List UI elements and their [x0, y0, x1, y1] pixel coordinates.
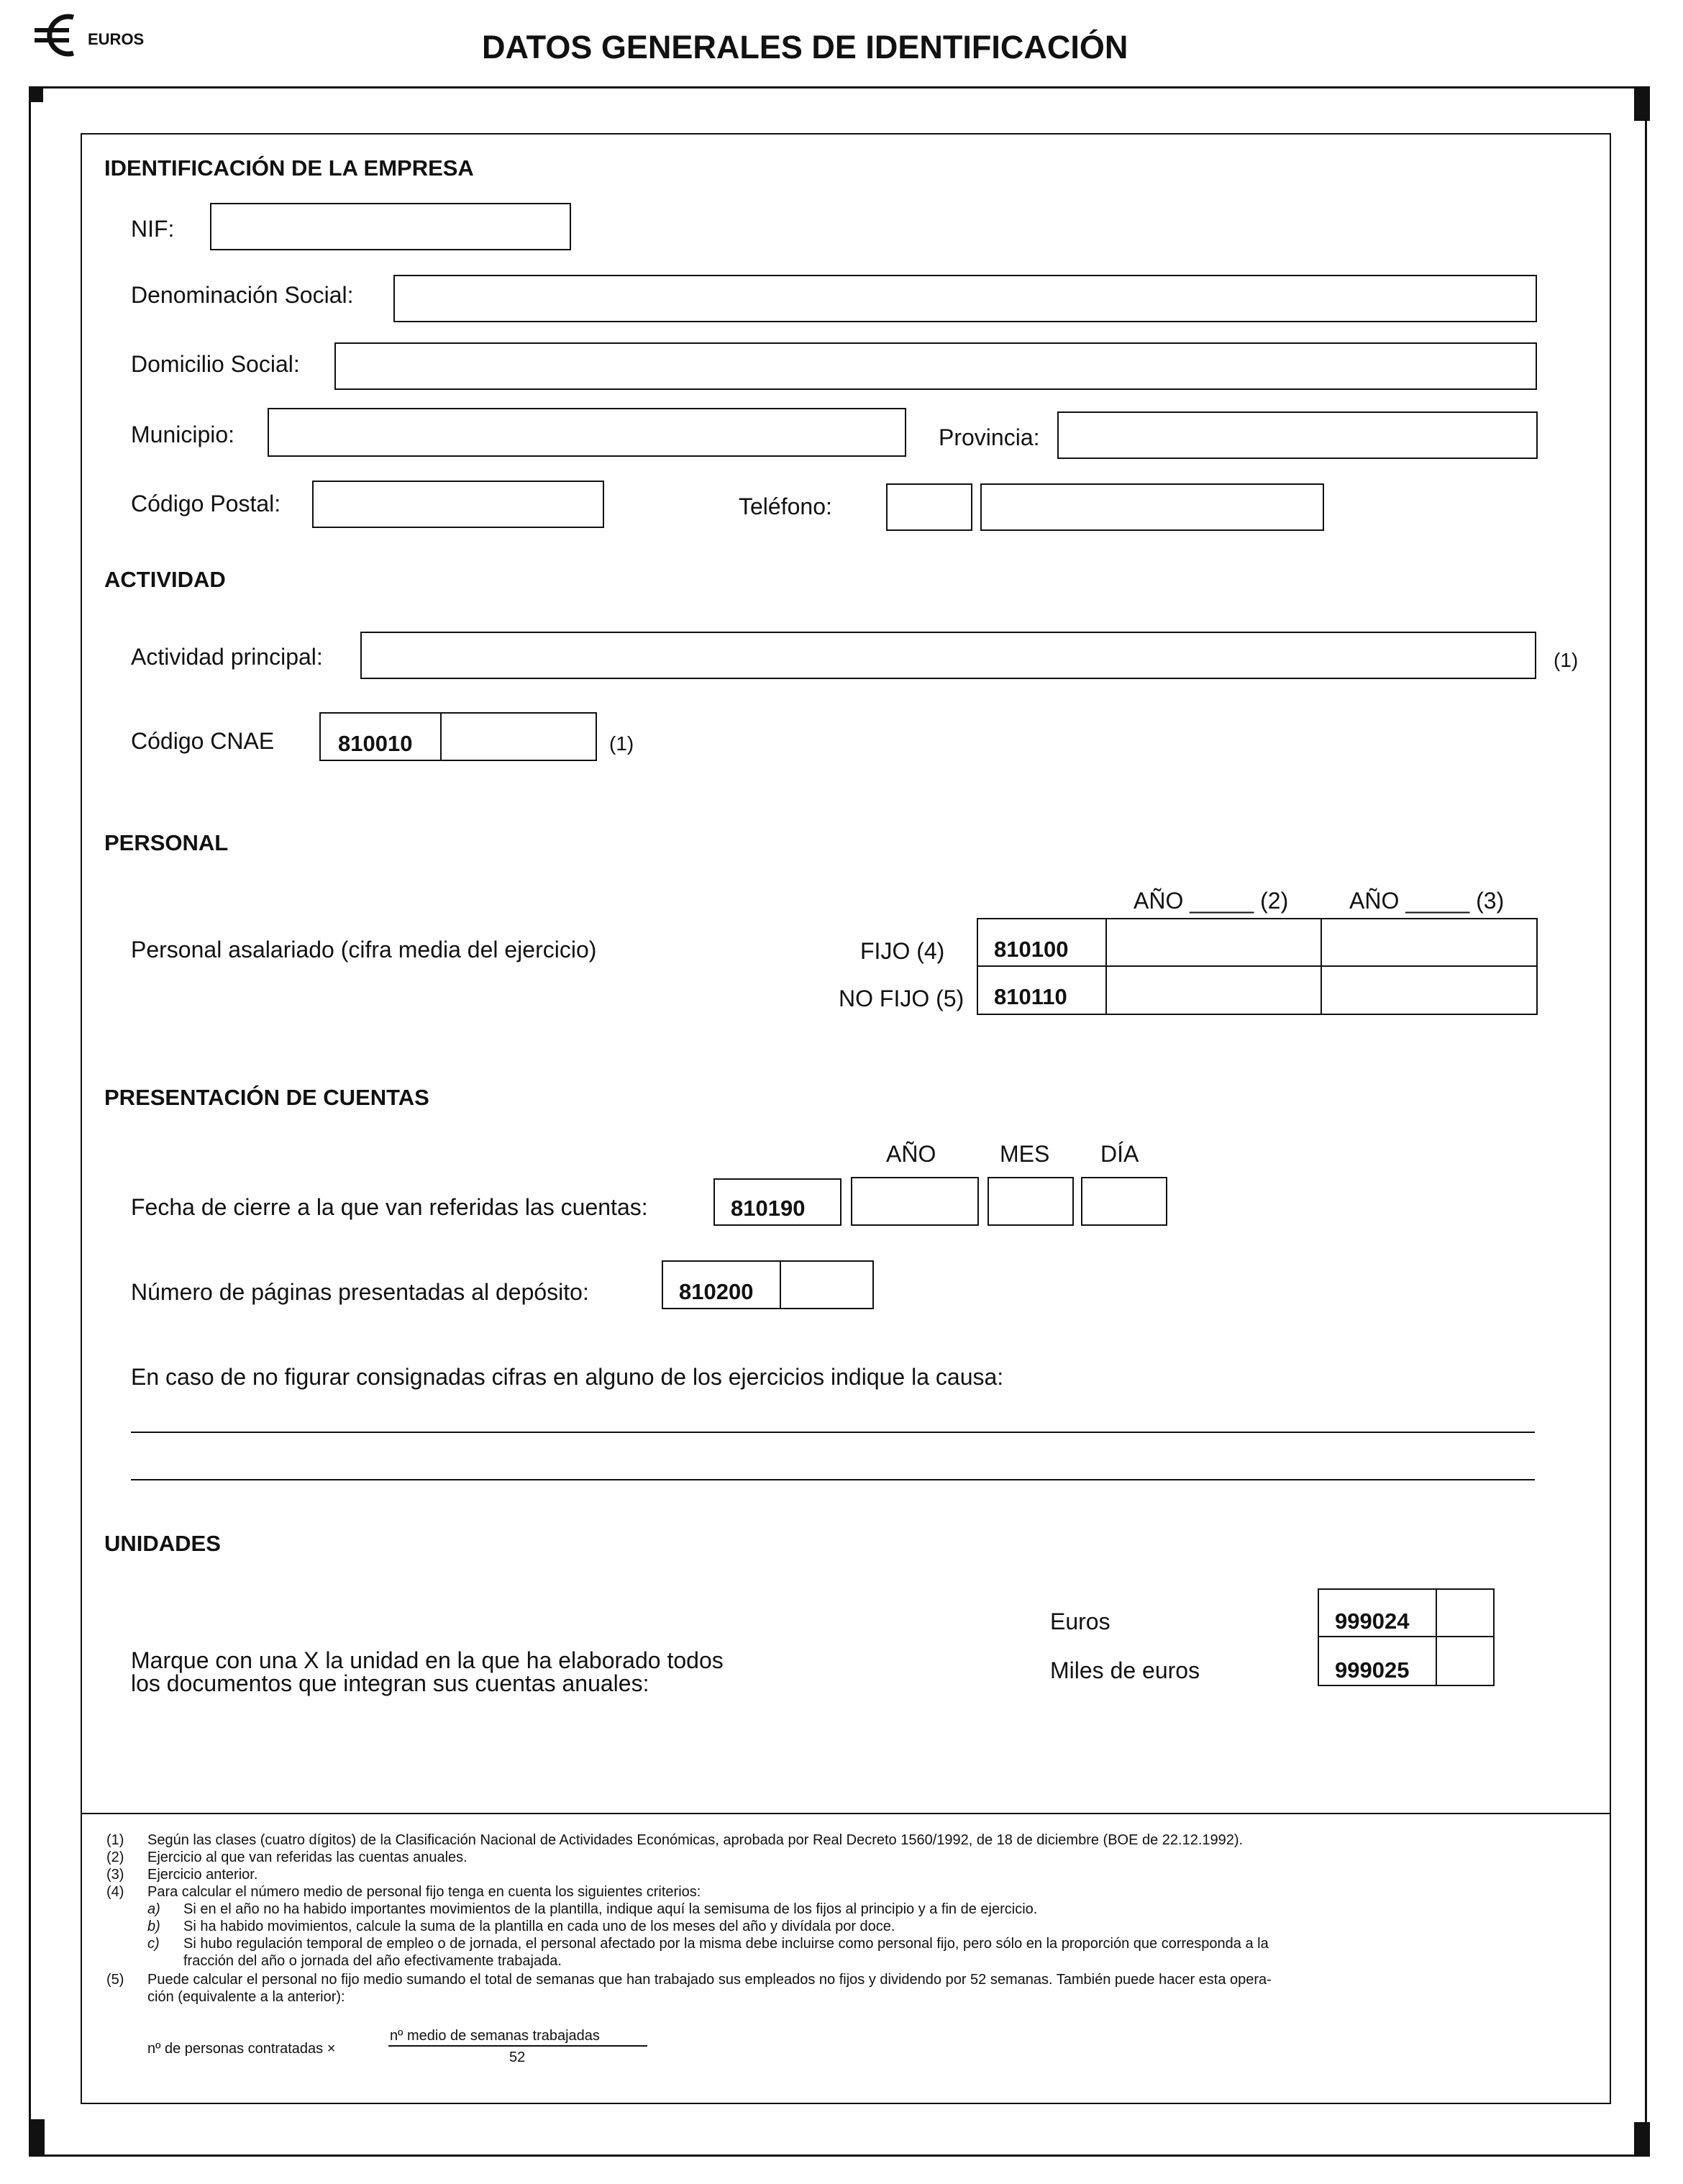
page-title: DATOS GENERALES DE IDENTIFICACIÓN	[482, 29, 1128, 65]
fijo-code: 810100	[994, 937, 1069, 962]
footnote-5-number: (5)	[106, 1972, 124, 1988]
fecha-ano-field[interactable]	[851, 1177, 979, 1226]
cnae-divider	[440, 712, 442, 761]
codigo-postal-label: Código Postal:	[131, 491, 281, 517]
fecha-dia-field[interactable]	[1081, 1177, 1167, 1226]
miles-euros-label: Miles de euros	[1050, 1657, 1200, 1683]
fecha-mes-field[interactable]	[988, 1177, 1074, 1226]
provincia-label: Provincia:	[939, 424, 1040, 450]
footnote-4b-text: Si ha habido movimientos, calcule la suma de la plantilla en cada uno de los meses del año y divídala por doce.	[183, 1919, 895, 1934]
denominacion-field[interactable]	[393, 275, 1537, 322]
footnote-4-text: Para calcular el número medio de personal fijo tenga en cuenta los siguientes criterios:	[147, 1884, 701, 1900]
footnote-4a-text: Si en el año no ha habido importantes movimientos de la plantilla, indique aquí la semisuma de los fijos al principio y a fin de ejercicio.	[183, 1901, 1038, 1917]
footnote-4c-text-line1: Si hubo regulación temporal de empleo o de jornada, el personal afectado por la misma debe incluirse como personal fijo, pero sólo en la proporción que corresponda a la	[183, 1936, 1269, 1952]
nif-field[interactable]	[210, 203, 571, 250]
section-heading-actividad: ACTIVIDAD	[104, 567, 226, 592]
fecha-col-dia: DÍA	[1100, 1141, 1139, 1167]
formula-denominator: 52	[509, 2049, 526, 2065]
footnote-4c-label: c)	[147, 1936, 160, 1952]
actividad-principal-field[interactable]	[360, 632, 1536, 679]
no-fijo-previous-year-cell[interactable]	[1322, 967, 1536, 1014]
footnote-5-text-line1: Puede calcular el personal no fijo medio sumando el total de semanas que han trabajado sus empleados no fijos y dividendo por 52 semanas. También puede hacer esta opera-	[147, 1972, 1272, 1988]
fijo-current-year-cell[interactable]	[1107, 919, 1320, 965]
miles-euros-checkbox[interactable]	[1437, 1637, 1493, 1685]
miles-euros-code: 999025	[1335, 1657, 1410, 1683]
footnote-1-number: (1)	[106, 1832, 124, 1848]
footnote-5-text-line2: ción (equivalente a la anterior):	[147, 1989, 345, 2005]
codigo-postal-field[interactable]	[312, 481, 604, 528]
causa-line-2[interactable]	[131, 1479, 1535, 1480]
telefono-prefix-field[interactable]	[886, 483, 972, 531]
formula-fraction-bar	[388, 2045, 647, 2047]
footnote-2-number: (2)	[106, 1849, 124, 1865]
personal-year-col-previous: AÑO _____ (3)	[1349, 888, 1505, 914]
euros-code: 999024	[1335, 1609, 1410, 1634]
footnote-4a-label: a)	[147, 1901, 160, 1917]
causa-line-1[interactable]	[131, 1432, 1535, 1433]
euro-icon	[32, 10, 89, 60]
actividad-principal-note: (1)	[1554, 649, 1579, 671]
municipio-field[interactable]	[268, 408, 906, 457]
fecha-col-mes: MES	[1000, 1141, 1050, 1167]
footnote-1-text: Según las clases (cuatro dígitos) de la Clasificación Nacional de Actividades Económicas, aprobada por Real Decreto 1560/1992, de 18 de diciembre (BOE de 22.12.1992).	[147, 1832, 1244, 1848]
no-fijo-code: 810110	[994, 984, 1067, 1009]
fecha-col-ano: AÑO	[886, 1141, 936, 1167]
footnote-3-number: (3)	[106, 1867, 124, 1883]
euros-checkbox[interactable]	[1437, 1590, 1493, 1635]
telefono-number-field[interactable]	[980, 483, 1324, 531]
footnote-4b-label: b)	[147, 1919, 160, 1934]
causa-label: En caso de no figurar consignadas cifras en alguno de los ejercicios indique la causa:	[131, 1364, 1004, 1390]
fecha-cierre-label: Fecha de cierre a la que van referidas las cuentas:	[131, 1194, 648, 1220]
fijo-label: FIJO (4)	[860, 938, 945, 964]
cnae-note: (1)	[609, 732, 634, 755]
footnote-2-text: Ejercicio al que van referidas las cuentas anuales.	[147, 1849, 468, 1865]
paginas-code: 810200	[679, 1279, 754, 1304]
formula-numerator: nº medio de semanas trabajadas	[390, 2028, 600, 2044]
municipio-label: Municipio:	[131, 422, 235, 447]
corner-marker-top-right	[1634, 86, 1650, 121]
footnote-4c-text-line2: fracción del año o jornada del año efectivamente trabajada.	[183, 1953, 562, 1969]
currency-label: EUROS	[88, 30, 145, 48]
fecha-code: 810190	[731, 1196, 806, 1221]
denominacion-label: Denominación Social:	[131, 282, 354, 308]
footnote-4-number: (4)	[106, 1884, 124, 1900]
cnae-code: 810010	[338, 731, 413, 756]
section-heading-presentacion: PRESENTACIÓN DE CUENTAS	[104, 1085, 429, 1110]
corner-marker-bottom-left	[29, 2119, 45, 2157]
footnotes-divider	[82, 1813, 1610, 1814]
cnae-label: Código CNAE	[131, 728, 275, 754]
euro-logo	[32, 10, 89, 60]
personal-description: Personal asalariado (cifra media del ejercicio)	[131, 937, 597, 963]
personal-year-col-current: AÑO _____ (2)	[1134, 888, 1289, 914]
section-heading-personal: PERSONAL	[104, 830, 229, 855]
fijo-previous-year-cell[interactable]	[1322, 919, 1536, 965]
formula-left: nº de personas contratadas ×	[147, 2041, 336, 2057]
euros-label: Euros	[1050, 1609, 1110, 1634]
corner-marker-bottom-right	[1634, 2122, 1650, 2157]
paginas-divider	[780, 1260, 781, 1309]
actividad-principal-label: Actividad principal:	[131, 644, 323, 670]
no-fijo-current-year-cell[interactable]	[1107, 967, 1320, 1014]
domicilio-label: Domicilio Social:	[131, 351, 300, 377]
corner-marker-top-left	[29, 86, 43, 102]
domicilio-field[interactable]	[334, 342, 1537, 390]
no-fijo-label: NO FIJO (5)	[839, 986, 964, 1011]
paginas-label: Número de páginas presentadas al depósito:	[131, 1279, 589, 1305]
provincia-field[interactable]	[1057, 411, 1538, 459]
nif-label: NIF:	[131, 216, 175, 242]
section-heading-identificacion: IDENTIFICACIÓN DE LA EMPRESA	[104, 155, 474, 181]
footnote-3-text: Ejercicio anterior.	[147, 1867, 258, 1883]
section-heading-unidades: UNIDADES	[104, 1531, 221, 1556]
telefono-label: Teléfono:	[739, 493, 832, 519]
unidades-instruction-line1: Marque con una X la unidad en la que ha elaborado todos	[131, 1647, 724, 1673]
unidades-instruction-line2: los documentos que integran sus cuentas anuales:	[131, 1670, 649, 1696]
